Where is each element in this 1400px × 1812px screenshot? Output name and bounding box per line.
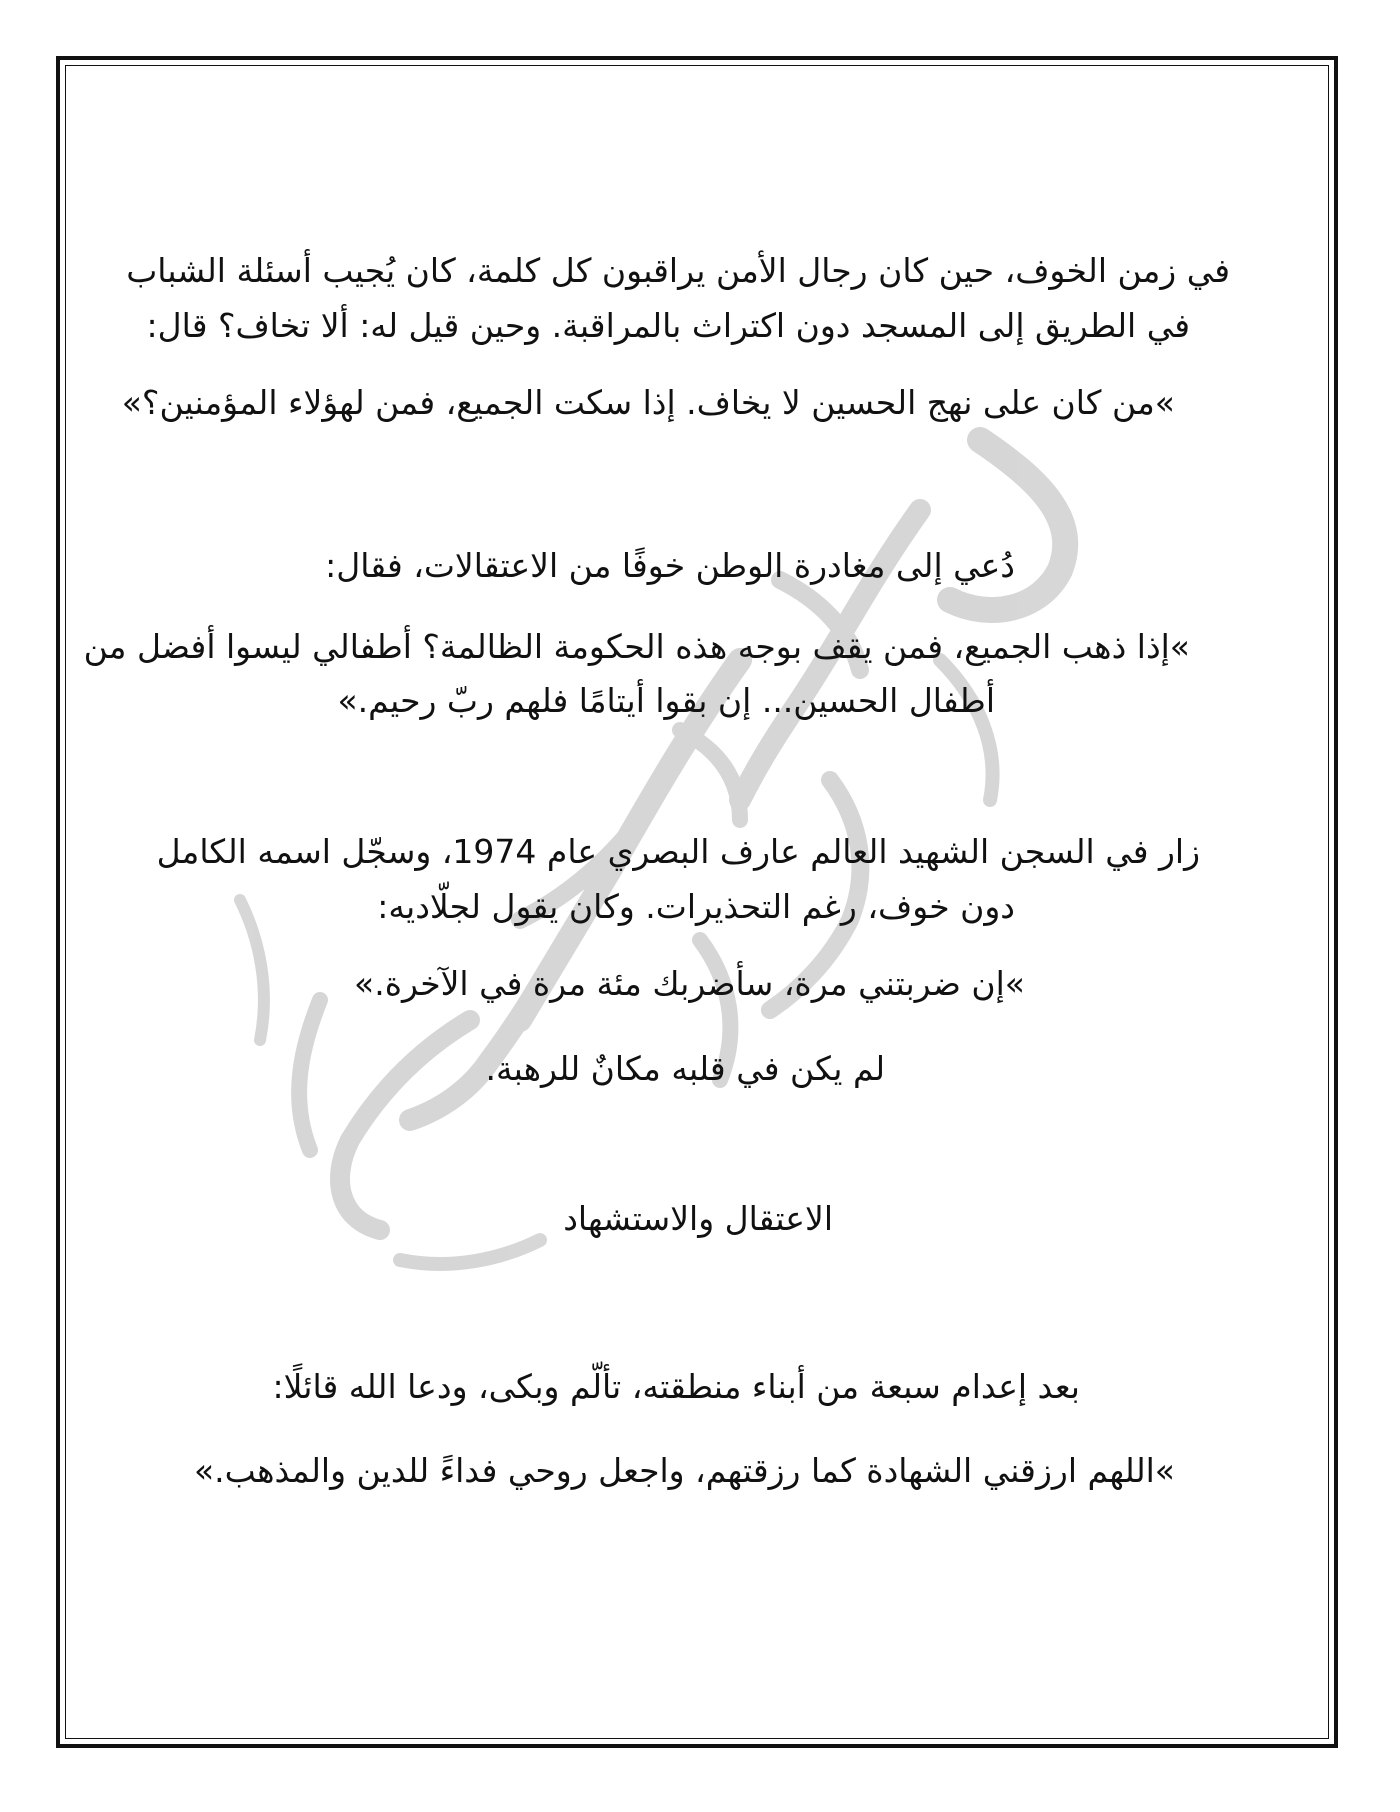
quote-1: »من كان على نهج الحسين لا يخاف. إذا سكت الجميع، فمن لهؤلاء المؤمنين؟» bbox=[121, 383, 1175, 422]
quote-4: »اللهم ارزقني الشهادة كما رزقتهم، واجعل روحي فداءً للدين والمذهب.» bbox=[193, 1451, 1175, 1490]
quote-2-line-1: »إذا ذهب الجميع، فمن يقف بوجه هذه الحكومة الظالمة؟ أطفالي ليسوا أفضل من bbox=[83, 627, 1190, 666]
paragraph-5: بعد إعدام سبعة من أبناء منطقته، تألّم وبكى، ودعا الله قائلًا: bbox=[272, 1367, 1080, 1406]
paragraph-1-line-2: في الطريق إلى المسجد دون اكتراث بالمراقبة. وحين قيل له: ألا تخاف؟ قال: bbox=[146, 306, 1190, 345]
paragraph-3-line-1: زار في السجن الشهيد العالم عارف البصري عام 1974، وسجّل اسمه الكامل bbox=[156, 832, 1200, 871]
paragraph-3-line-2: دون خوف، رغم التحذيرات. وكان يقول لجلّاديه: bbox=[377, 887, 1015, 926]
paragraph-4: لم يكن في قلبه مكانٌ للرهبة. bbox=[485, 1049, 885, 1088]
paragraph-2: دُعي إلى مغادرة الوطن خوفًا من الاعتقالات، فقال: bbox=[325, 546, 1015, 585]
paragraph-1-line-1: في زمن الخوف، حين كان رجال الأمن يراقبون كل كلمة، كان يُجيب أسئلة الشباب bbox=[126, 251, 1230, 290]
quote-3: »إن ضربتني مرة، سأضربك مئة مرة في الآخرة.» bbox=[354, 964, 1025, 1003]
quote-2-line-2: أطفال الحسين... إن بقوا أيتامًا فلهم ربّ رحيم.» bbox=[337, 681, 995, 720]
section-heading: الاعتقال والاستشهاد bbox=[563, 1199, 833, 1238]
